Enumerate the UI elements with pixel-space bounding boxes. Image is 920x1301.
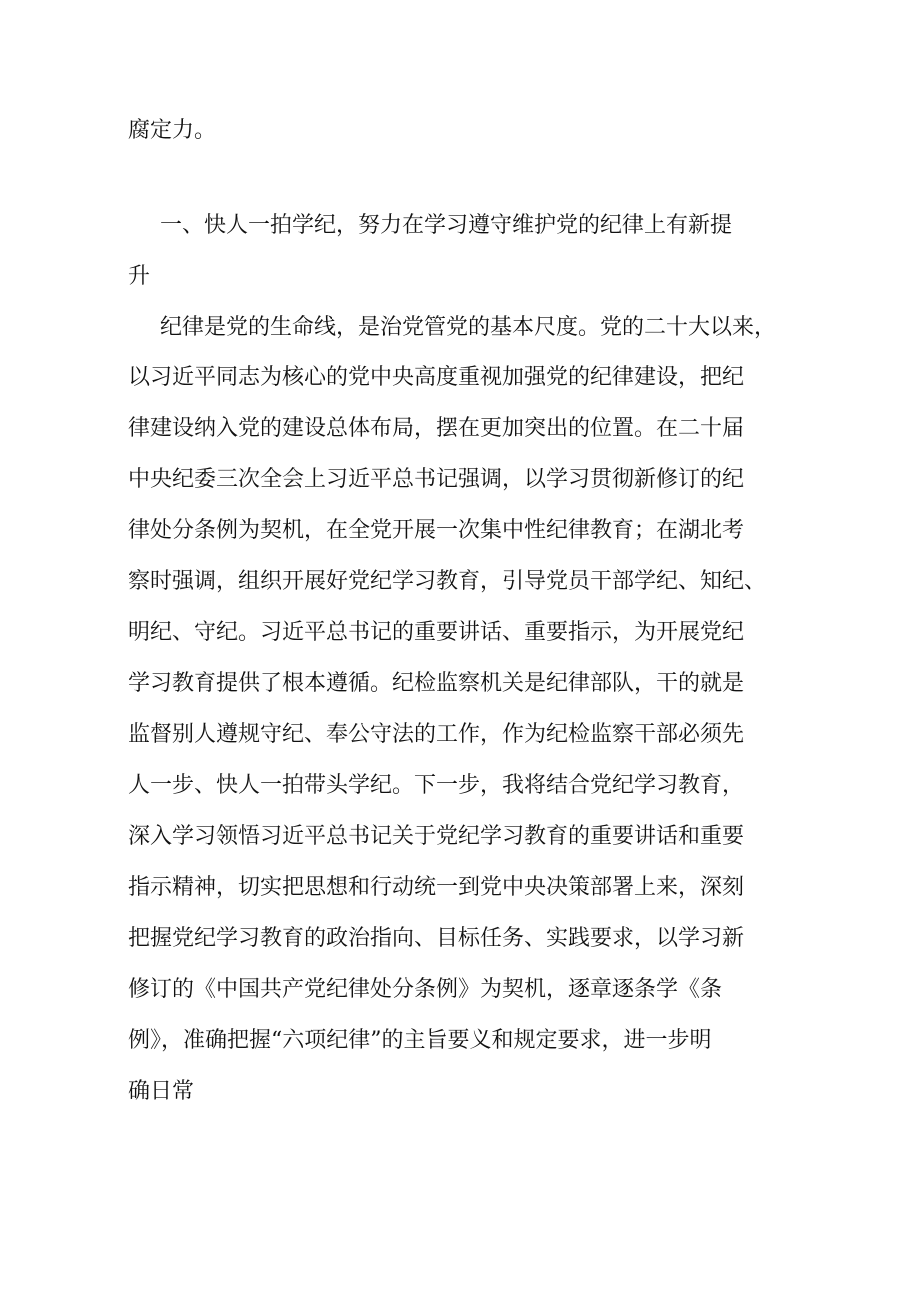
text-line: 律建设纳入党的建设总体布局，摆在更加突出的位置。在二十届 xyxy=(128,416,745,441)
text-line: 深入学习领悟习近平总书记关于党纪学习教育的重要讲话和重要 xyxy=(128,824,745,849)
text-line: 以习近平同志为核心的党中央高度重视加强党的纪律建设，把纪 xyxy=(128,365,745,390)
text-line: 例》，准确把握“六项纪律”的主旨要义和规定要求，进一步明 xyxy=(128,1028,712,1053)
text-line: 腐定力。 xyxy=(128,118,217,143)
section-heading-continued: 升 xyxy=(128,264,151,289)
text-line: 学习教育提供了根本遵循。纪检监察机关是纪律部队，干的就是 xyxy=(128,671,745,696)
text-line: 中央纪委三次全会上习近平总书记强调，以学习贯彻新修订的纪 xyxy=(128,467,745,492)
text-line: 确日常 xyxy=(128,1079,195,1104)
text-line: 人一步、快人一拍带头学纪。下一步，我将结合党纪学习教育， xyxy=(128,773,745,798)
text-line: 明纪、守纪。习近平总书记的重要讲话、重要指示，为开展党纪 xyxy=(128,620,745,645)
text-line: 律处分条例为契机，在全党开展一次集中性纪律教育；在湖北考 xyxy=(128,518,745,543)
text-line: 修订的《中国共产党纪律处分条例》为契机，逐章逐条学《条 xyxy=(128,977,723,1002)
text-line: 把握党纪学习教育的政治指向、目标任务、实践要求，以学习新 xyxy=(128,926,745,951)
text-line: 纪律是党的生命线，是治党管党的基本尺度。党的二十大以来， xyxy=(160,315,777,340)
text-line: 监督别人遵规守纪、奉公守法的工作，作为纪检监察干部必须先 xyxy=(128,722,745,747)
text-line: 指示精神，切实把思想和行动统一到党中央决策部署上来，深刻 xyxy=(128,875,745,900)
section-heading: 一、快人一拍学纪，努力在学习遵守维护党的纪律上有新提 xyxy=(160,213,733,238)
text-line: 察时强调，组织开展好党纪学习教育，引导党员干部学纪、知纪、 xyxy=(128,569,767,594)
